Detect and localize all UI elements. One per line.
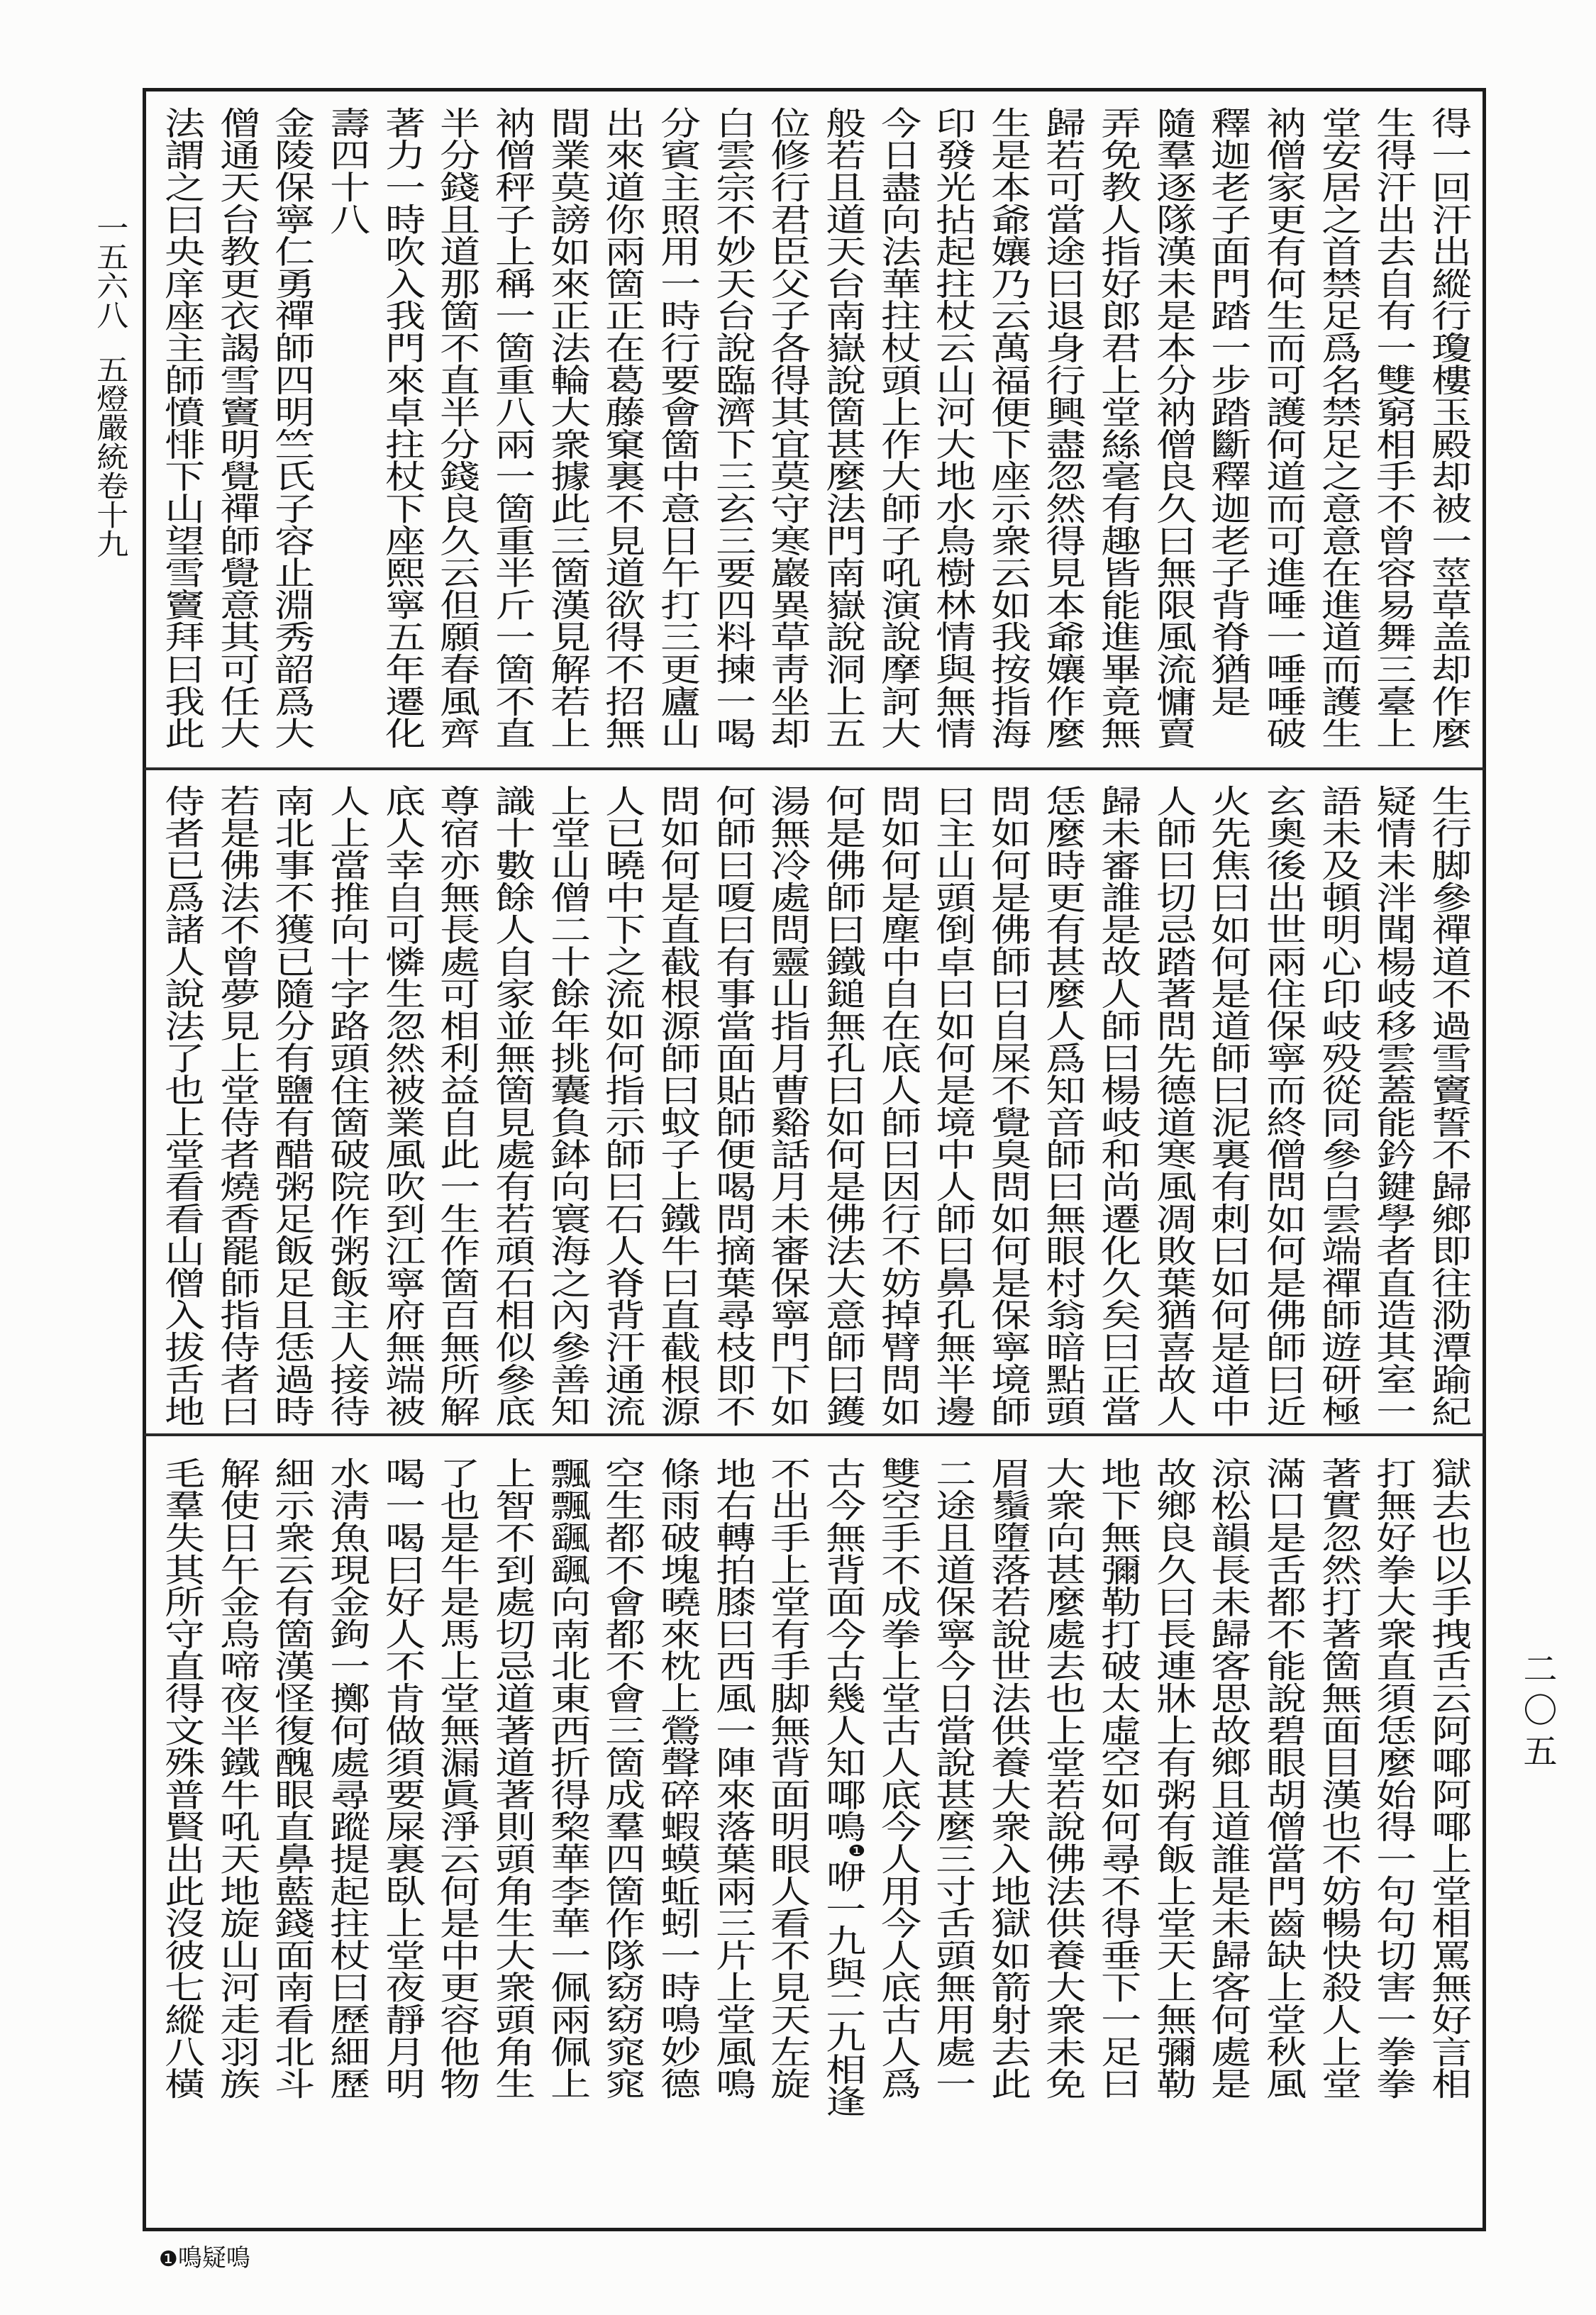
text-column: 位修行君臣父子各得其宜莫守寒巖異草靑坐却 bbox=[763, 106, 811, 749]
text-column: 何師曰嗄曰有事當面貼師便喝問摘葉尋枝即不 bbox=[708, 784, 756, 1427]
text-column: 間業莫謗如來正法輪大衆據此三箇漢見解若上 bbox=[543, 106, 591, 749]
text-column: 般若且道天台南嶽說箇甚麼法門南嶽說洞上五 bbox=[819, 106, 866, 749]
text-column: 人已曉中下之流如何指示師曰石人脊背汗通流 bbox=[598, 784, 646, 1427]
text-column: 侍者已爲諸人說法了也上堂看看山僧入拔舌地 bbox=[157, 784, 206, 1427]
text-column: 玄奧後出世兩住保寧而終僧問如何是佛師曰近 bbox=[1259, 784, 1307, 1427]
text-column: 釋迦老子面門踏一步踏斷釋迦老子背脊猶是 bbox=[1204, 106, 1252, 717]
text-column: 不出手上堂有手脚無背面明眼人看不見天左旋 bbox=[763, 1457, 811, 2099]
text-column: 空生都不會都不會三箇成羣四箇作隊窈窈窕窕 bbox=[598, 1457, 646, 2099]
text-column: 印發光拈起拄杖云山河大地水鳥樹林情與無情 bbox=[929, 106, 977, 749]
text-column: 條雨破塊曉來枕上鶯聲碎蝦蟆蚯蚓一時鳴妙德 bbox=[653, 1457, 701, 2099]
text-column: 若是佛法不曾夢見上堂侍者燒香罷師指侍者曰 bbox=[212, 784, 260, 1427]
text-column: 今日盡向法華拄杖頭上作大師子吼演說摩訶大 bbox=[873, 106, 921, 749]
text-column: 語未及頓明心印岐殁從同參白雲端禪師遊研極 bbox=[1314, 784, 1362, 1427]
text-column: 衲僧家更有何生而可護何道而可進唾一唾唾破 bbox=[1259, 106, 1307, 749]
text-column: 毛羣失其所守直得文殊普賢出此沒彼七縱八橫 bbox=[157, 1457, 206, 2099]
text-column: 隨羣逐隊漢未是本分衲僧良久曰無限風流慵賣 bbox=[1149, 106, 1197, 749]
text-column: 解使日午金烏啼夜半鐵牛吼天地旋山河走羽族 bbox=[212, 1457, 260, 2099]
text-column: 著力一時吹入我門來卓拄杖下座熙寧五年遷化 bbox=[377, 106, 426, 749]
text-column: 法謂之曰央庠座主師憤悱下山望雪竇拜曰我此 bbox=[157, 106, 206, 749]
register-top bbox=[0, 106, 1596, 766]
text-column: 上堂山僧二十餘年挑囊負鉢向寰海之內參善知 bbox=[543, 784, 591, 1427]
text-column: 尊宿亦無長處可相利益自此一生作箇百無所解 bbox=[433, 784, 481, 1427]
text-column: 出來道你兩箇正在葛藤窠裏不見道欲得不招無 bbox=[598, 106, 646, 749]
text-column: 地下無彌勒打破太虛空如何尋不得垂下一足曰 bbox=[1094, 1457, 1142, 2099]
text-column: 得一回汗出縱行瓊樓玉殿却被一莖草盖却作麼 bbox=[1424, 106, 1473, 749]
text-column: 故鄉良久曰長連牀上有粥有飯上堂天上無彌勒 bbox=[1149, 1457, 1197, 2099]
text-column: 壽四十八 bbox=[323, 106, 371, 235]
text-column: 衲僧秤子上稱一箇重八兩一箇重半斤一箇不直 bbox=[488, 106, 536, 749]
text-column: 底人幸自可憐生忽然被業風吹到江寧府無端被 bbox=[377, 784, 426, 1427]
text-column: 火先焦曰如何是道師曰泥裏有刺曰如何是道中 bbox=[1204, 784, 1252, 1427]
text-column: 疑情未泮聞楊岐移雲蓋能鈐鍵學者直造其室一 bbox=[1369, 784, 1417, 1427]
text-column: 著實忽然打著箇無面目漢也不妨暢快殺人上堂 bbox=[1314, 1457, 1362, 2099]
page-number: 一五六八 bbox=[91, 213, 129, 329]
text-column: 生是本爺孃乃云萬福便下座示衆云如我按指海 bbox=[984, 106, 1031, 749]
text-column: 僧通天台教更衣謁雪竇明覺禪師覺意其可任大 bbox=[212, 106, 260, 749]
folio-number: 二〇五 bbox=[1517, 1651, 1557, 1775]
book-title: 五燈嚴統卷十九 bbox=[91, 355, 129, 558]
text-column: 弄免教人指好郎君上堂絲毫有趣皆能進畢竟無 bbox=[1094, 106, 1142, 749]
footnote-ref-mark: ❶ bbox=[845, 1842, 868, 1860]
text-column: 問如何是塵中自在底人師曰因行不妨掉臂問如 bbox=[873, 784, 921, 1427]
text-column: 分賓主照用一時行要會箇中意日午打三更廬山 bbox=[653, 106, 701, 749]
register-middle bbox=[0, 784, 1596, 1444]
text-column: 問如何是直截根源師曰蚊子上鐵牛曰直截根源 bbox=[653, 784, 701, 1427]
text-column: 人師曰切忌踏著問先德道寒風凋敗葉猶喜故人 bbox=[1149, 784, 1197, 1427]
text-column: 古今無背面今古幾人知㖿鳴❶咿一九與二九相逢 bbox=[819, 1457, 868, 2118]
text-column: 金陵保寧仁勇禪師四明竺氏子容止淵秀韶爲大 bbox=[267, 106, 316, 749]
text-column: 眉鬚墮落若說世法供養大衆入地獄如箭射去此 bbox=[984, 1457, 1031, 2099]
text-column: 了也是牛是馬上堂無漏眞淨云何是中更容他物 bbox=[433, 1457, 481, 2099]
text-column: 問如何是佛師曰自屎不覺臭問如何是保寧境師 bbox=[984, 784, 1031, 1427]
text-column: 細示衆云有箇漢怪復醜眼直鼻藍錢面南看北斗 bbox=[267, 1457, 316, 2099]
text-column: 二途且道保寧今日當說甚麼三寸舌頭無用處一 bbox=[929, 1457, 977, 2099]
text-column: 湯無冷處問靈山指月曹谿話月未審保寧門下如 bbox=[763, 784, 811, 1427]
text-column: 飄飄颻颻向南北東西折得棃華李華一佩兩佩上 bbox=[543, 1457, 591, 2099]
text-column: 歸未審誰是故人師曰楊岐和尚遷化久矣曰正當 bbox=[1094, 784, 1142, 1427]
register-divider bbox=[144, 767, 1485, 770]
register-bottom bbox=[0, 1457, 1596, 2116]
text-column: 獄去也以手拽舌云阿㖿阿㖿上堂相罵無好言相 bbox=[1424, 1457, 1473, 2099]
text-column: 堂安居之首禁足爲名禁足之意意在進道而護生 bbox=[1314, 106, 1362, 749]
text-column: 生得汗出去自有一雙窮相手不曾容易舞三臺上 bbox=[1369, 106, 1417, 749]
footnote bbox=[159, 2244, 250, 2272]
text-column: 白雲宗不妙天台說臨濟下三玄三要四料揀一喝 bbox=[708, 106, 756, 749]
text-column: 地右轉拍膝曰西風一陣來落葉兩三片上堂風鳴 bbox=[708, 1457, 756, 2099]
text-column: 滿口是舌都不能說碧眼胡僧當門齒缺上堂秋風 bbox=[1259, 1457, 1307, 2099]
text-column: 曰主山頭倒卓曰如何是境中人師曰鼻孔無半邊 bbox=[929, 784, 977, 1427]
text-column: 水淸魚現金鉤一擲何處尋蹤提起拄杖曰歷細歷 bbox=[323, 1457, 371, 2099]
text-column: 喝一喝曰好人不肯做須要屎裏臥上堂夜靜月明 bbox=[377, 1457, 426, 2099]
text-column: 雙空手不成拳上堂古人底今人用今人底古人爲 bbox=[873, 1457, 921, 2099]
text-column: 南北事不獲已隨分有鹽有醋粥足飯足且恁過時 bbox=[267, 784, 316, 1427]
text-column: 打無好拳大衆直須恁麼始得一句句切害一拳拳 bbox=[1369, 1457, 1417, 2099]
text-column: 生行脚參禪道不過雪竇誓不歸鄉即往泐潭踰紀 bbox=[1424, 784, 1473, 1427]
text-column: 人上當推向十字路頭住箇破院作粥飯主人接待 bbox=[323, 784, 371, 1427]
text-column: 識十數餘人自家並無箇見處有若頑石相似參底 bbox=[488, 784, 536, 1427]
text-column: 半分錢且道那箇不直半分錢良久云但願春風齊 bbox=[433, 106, 481, 749]
text-column: 上智不到處切忌道著道著則頭角生大衆頭角生 bbox=[488, 1457, 536, 2099]
text-column: 涼松韻長未歸客思故鄉且道誰是未歸客何處是 bbox=[1204, 1457, 1252, 2099]
text-column: 歸若可當途曰退身行興盡忽然得見本爺孃作麼 bbox=[1038, 106, 1087, 749]
text-column: 恁麼時更有甚麼人爲知音師曰無眼村翁暗點頭 bbox=[1038, 784, 1087, 1427]
footnote-mark: ❶ bbox=[159, 2247, 178, 2272]
footnote-text: 鳴疑鳴 bbox=[177, 2244, 250, 2272]
text-column: 大衆向甚麼處去也上堂若說佛法供養大衆未免 bbox=[1038, 1457, 1087, 2099]
text-column: 何是佛師曰鐵鎚無孔曰如何是佛法大意師曰鑊 bbox=[819, 784, 866, 1427]
